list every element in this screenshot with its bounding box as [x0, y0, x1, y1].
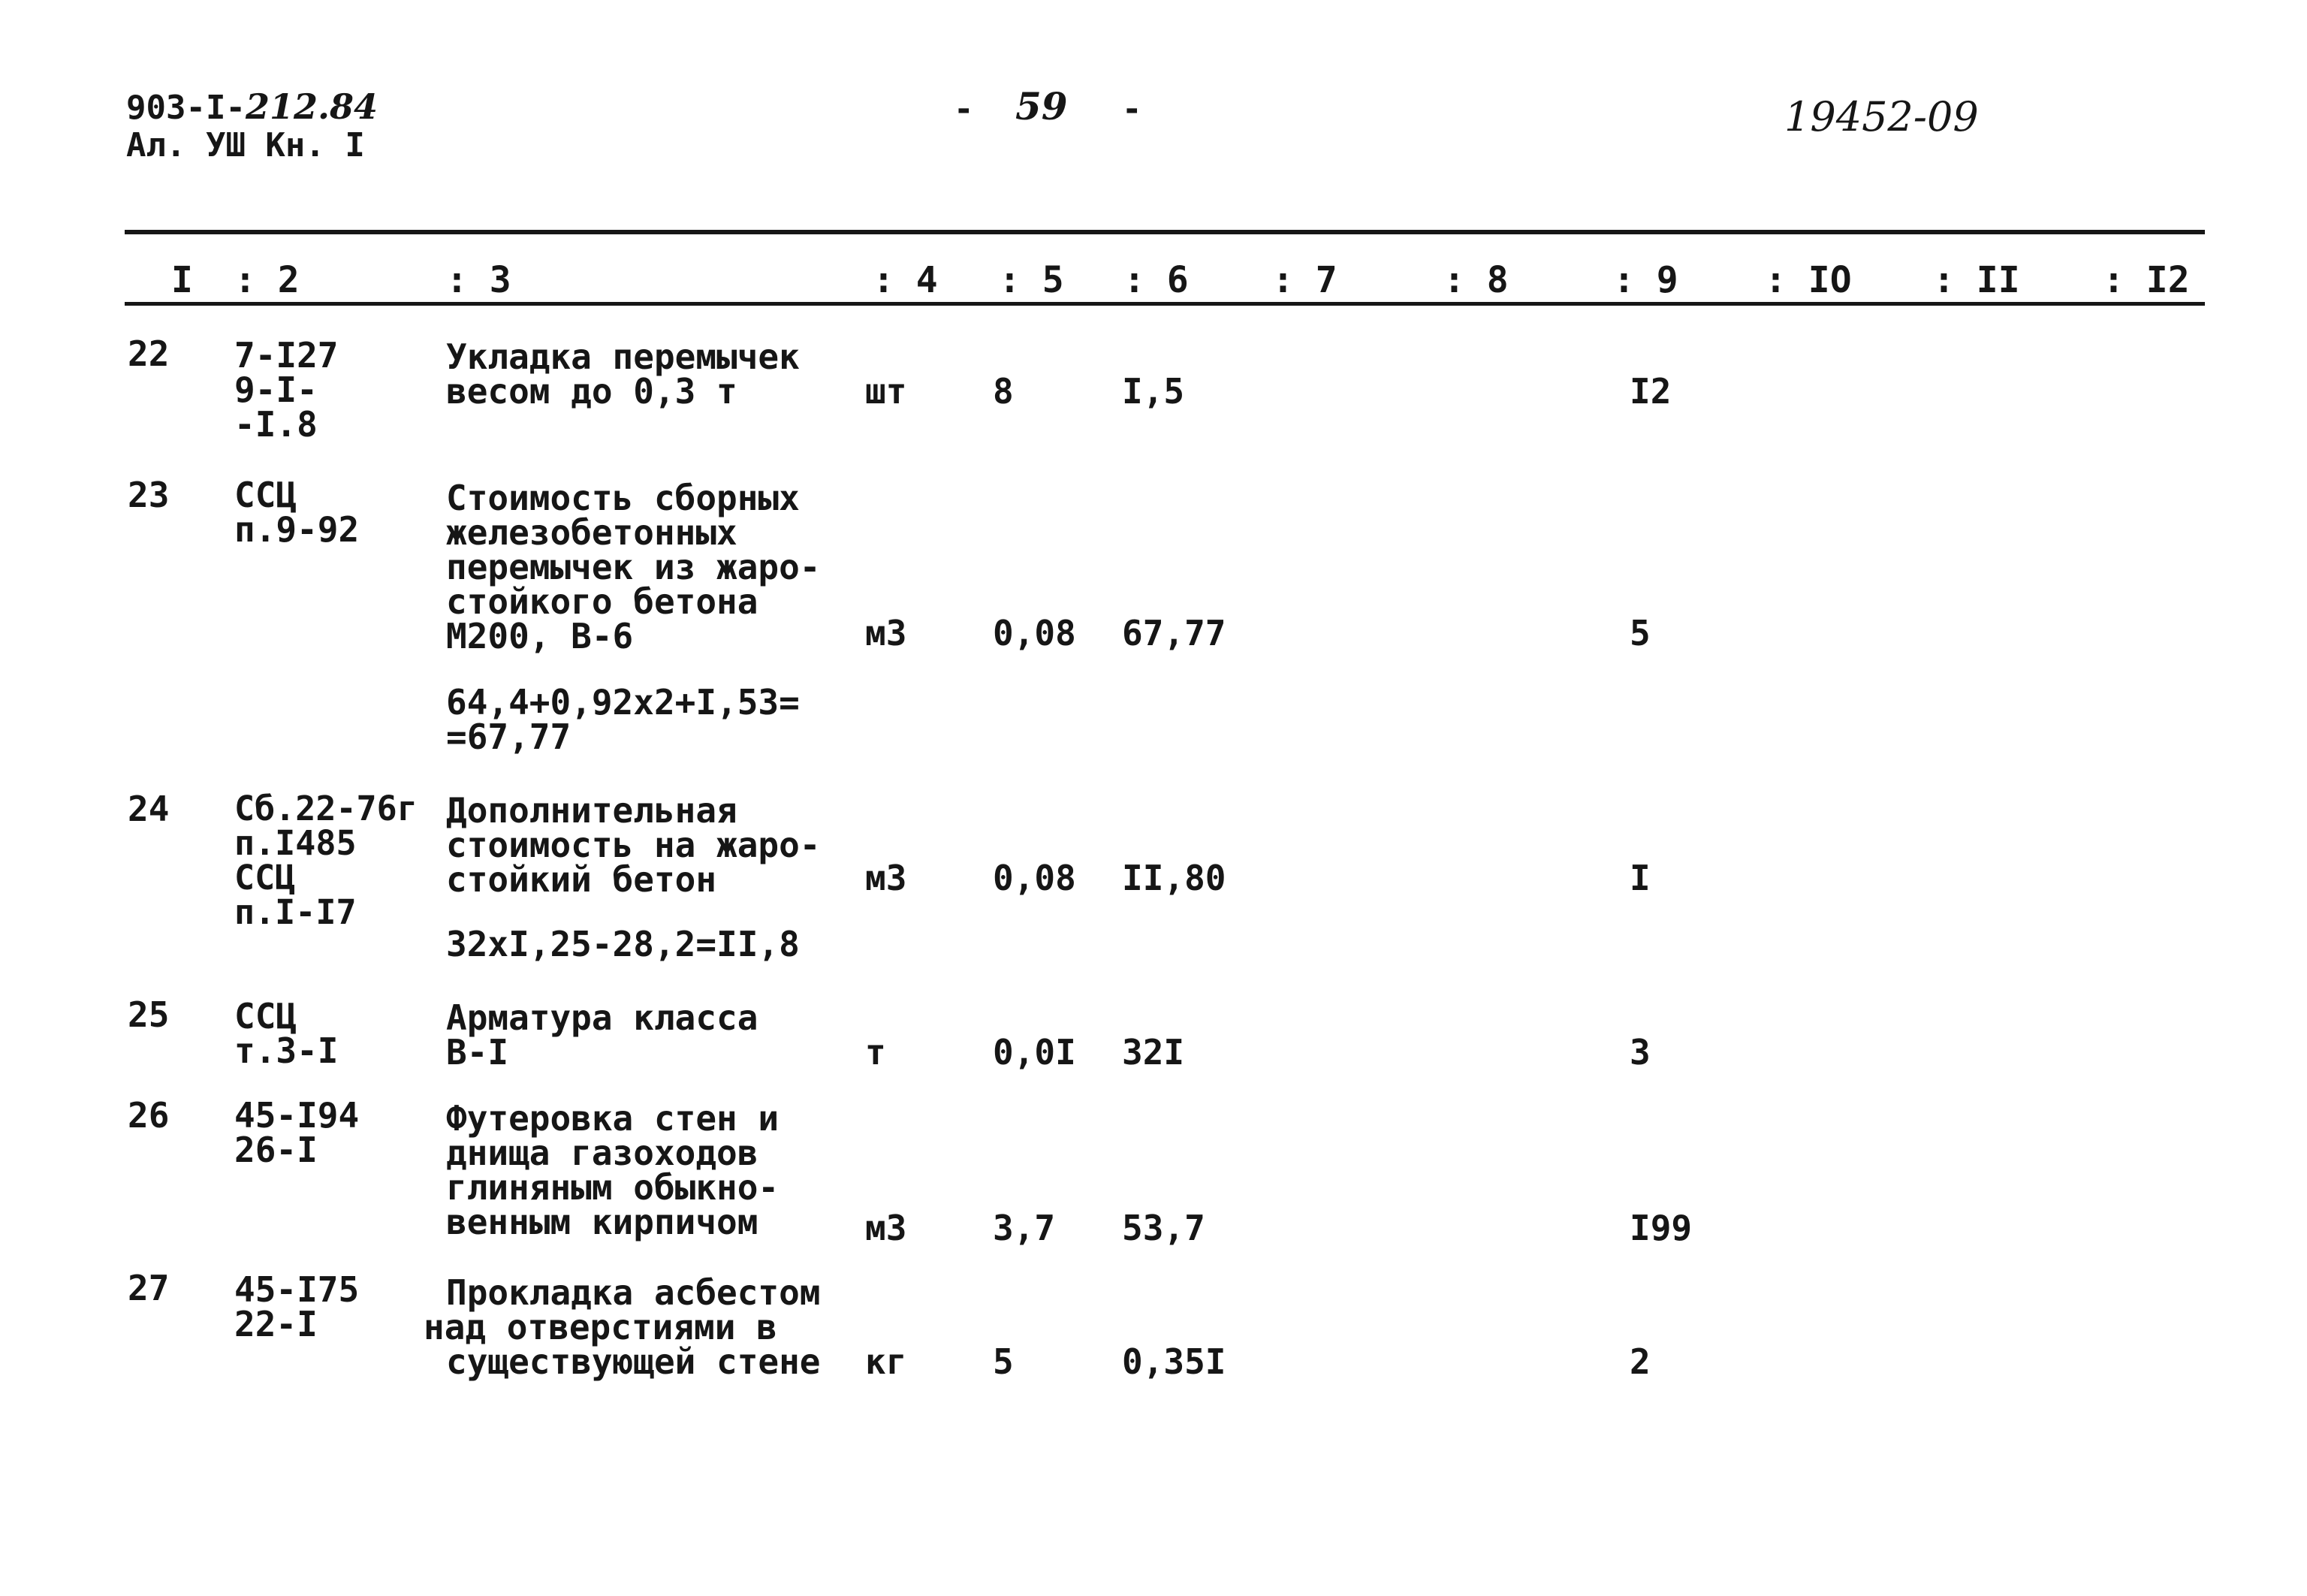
- row-description: Футеровка стен и днища газоходов глиняным обыкно- венным кирпичом: [446, 1098, 780, 1242]
- row-number: 27: [128, 1268, 170, 1308]
- column-header-9: : 9: [1613, 259, 1678, 301]
- row-description: Арматура класса В-I: [446, 997, 758, 1073]
- column-header-4: : 4: [873, 259, 938, 301]
- column-header-5: : 5: [999, 259, 1064, 301]
- row-code: ССЦ п.9-92: [234, 475, 360, 550]
- page-dash-right: -: [1122, 90, 1142, 128]
- row-unit: м3: [865, 858, 907, 898]
- column-header-7: : 7: [1272, 259, 1337, 301]
- page-dash-left: -: [954, 90, 974, 128]
- row-unit: кг: [865, 1341, 907, 1382]
- row-number: 25: [128, 994, 170, 1035]
- row-code: Сб.22-76г п.I485 ССЦ п.I-I7: [234, 789, 418, 932]
- column-header-8: : 8: [1443, 259, 1509, 301]
- row-unit: м3: [865, 613, 907, 653]
- page-number: 59: [1015, 84, 1068, 128]
- row-calculation: 32хI,25-28,2=II,8: [446, 924, 800, 964]
- column-header-2: : 2: [234, 259, 300, 301]
- row-code: 45-I75 22-I: [234, 1269, 360, 1344]
- document-code: [126, 86, 378, 127]
- row-col9: 2: [1630, 1341, 1651, 1382]
- row-col9: I: [1630, 858, 1651, 898]
- row-col9: 3: [1630, 1032, 1651, 1073]
- row-number: 22: [128, 333, 170, 374]
- document-code-handwritten: 212.84: [245, 86, 378, 127]
- column-header-10: : IO: [1765, 259, 1852, 301]
- row-quantity: 3,7: [993, 1208, 1056, 1248]
- column-header-11: : II: [1933, 259, 2020, 301]
- row-description: Дополнительная стоимость на жаро- стойкий бетон: [446, 790, 821, 900]
- row-unit: м3: [865, 1208, 907, 1248]
- row-unit: т: [865, 1032, 886, 1073]
- row-quantity: 0,08: [993, 613, 1076, 653]
- row-calculation: 64,4+0,92х2+I,53= =67,77: [446, 682, 800, 757]
- row-price: I,5: [1122, 371, 1185, 412]
- row-unit: шт: [865, 371, 907, 412]
- row-number: 26: [128, 1095, 170, 1136]
- row-description: Стоимость сборных железобетонных перемычек из жаро- стойкого бетона М200, В-6: [446, 478, 821, 656]
- row-col9: I99: [1630, 1208, 1693, 1248]
- row-number: 23: [128, 475, 170, 515]
- column-header-3: : 3: [446, 259, 511, 301]
- column-header-6: : 6: [1123, 259, 1189, 301]
- archive-number: 19452-09: [1784, 93, 1979, 140]
- row-quantity: 0,08: [993, 858, 1076, 898]
- row-price: II,80: [1122, 858, 1226, 898]
- document-code-prefix: 903-I-: [126, 89, 246, 127]
- row-quantity: 5: [993, 1341, 1014, 1382]
- row-price: 67,77: [1122, 613, 1226, 653]
- header-bottom-rule: [125, 302, 2205, 306]
- column-header-1: I: [171, 259, 193, 301]
- row-price: 32I: [1122, 1032, 1185, 1073]
- album-book-line: Ал. УШ Кн. I: [126, 126, 365, 164]
- row-col9: 5: [1630, 613, 1651, 653]
- row-col9: I2: [1630, 371, 1672, 412]
- row-description-line-3: существующей стене: [446, 1341, 821, 1382]
- row-number: 24: [128, 789, 170, 829]
- row-description-line-1: Прокладка асбестом: [446, 1272, 821, 1313]
- row-description: Укладка перемычек весом до 0,3 т: [446, 336, 800, 412]
- row-quantity: 0,0I: [993, 1032, 1076, 1073]
- row-price: 53,7: [1122, 1208, 1205, 1248]
- row-code: 45-I94 26-I: [234, 1095, 360, 1170]
- row-code: ССЦ т.3-I: [234, 996, 339, 1071]
- column-header-12: : I2: [2103, 259, 2190, 301]
- row-code: 7-I27 9-I- -I.8: [234, 335, 339, 445]
- top-rule: [125, 230, 2205, 234]
- row-quantity: 8: [993, 371, 1014, 412]
- row-description-line-2: над отверстиями в: [424, 1307, 777, 1347]
- row-price: 0,35I: [1122, 1341, 1226, 1382]
